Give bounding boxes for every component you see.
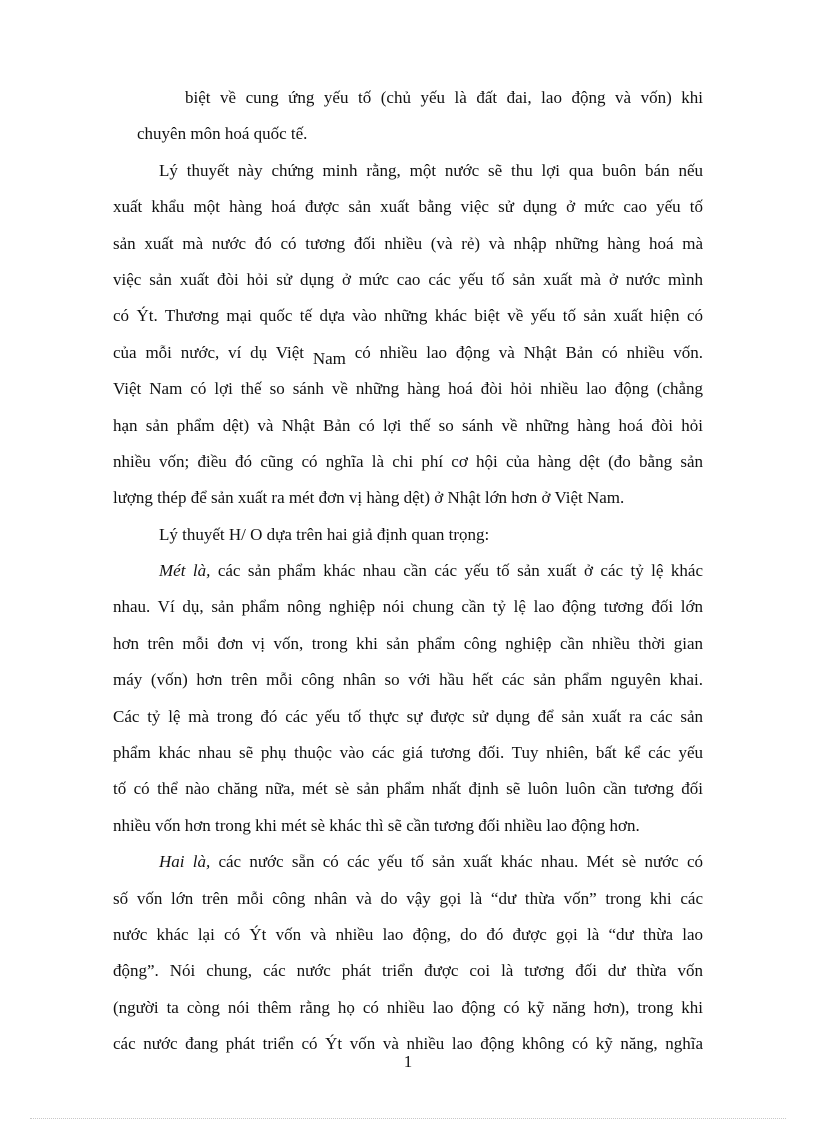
paragraph-first-line: Lý thuyết H/ O dựa trên hai giả định quan trọng: — [159, 524, 490, 544]
italic-lead: Hai là, — [159, 852, 211, 872]
text-segment: các sản phẩm khác nhau cần các yếu tố sản xuất ở các tỷ lệ khác — [217, 561, 704, 581]
text-line: việc sản xuất đòi hỏi sử dụng ở mức cao các yếu tố sản xuất mà ở nước mình — [113, 269, 703, 289]
text-line: (người ta còng nói thêm rằng họ có nhiều lao động có kỹ năng hơn), trong khi — [113, 997, 703, 1017]
italic-lead: Mét là, — [159, 561, 211, 581]
text-segment: có nhiều lao động và Nhật Bản có nhiều vốn. — [354, 342, 704, 362]
text-line: Việt Nam có lợi thế so sánh về những hàng hoá đòi hỏi nhiều lao động (chẳng — [113, 379, 703, 399]
paragraph-first-line — [113, 553, 703, 589]
paragraph-first-line — [113, 844, 703, 880]
paragraph-first-line: Lý thuyết này chứng minh rằng, một nước sẽ thu lợi qua buôn bán nếu — [159, 160, 703, 180]
text-line: hạn sản phẩm dệt) và Nhật Bản có lợi thế so sánh về những hàng hoá đòi hỏi — [113, 415, 703, 435]
text-line: nhau. Ví dụ, sản phẩm nông nghiệp nói chung cần tỷ lệ lao động tương đối lớn — [113, 597, 703, 617]
text-line: nhiều vốn hơn trong khi mét sè khác thì sẽ cần tương đối nhiều lao động hơn. — [113, 815, 640, 835]
text-line: nhiều vốn; điều đó cũng có nghĩa là chi phí cơ hội của hàng dệt (đo bằng sản — [113, 451, 703, 471]
text-segment: của mỗi nước, ví dụ Việt — [113, 342, 304, 362]
text-line: Các tỷ lệ mà trong đó các yếu tố thực sự được sử dụng để sản xuất ra các sản — [113, 706, 703, 726]
text-line: xuất khẩu một hàng hoá được sản xuất bằng việc sử dụng ở mức cao yếu tố — [113, 197, 703, 217]
text-line: số vốn lớn trên mỗi công nhân và do vậy gọi là “dư thừa vốn” trong khi các — [113, 888, 703, 908]
page-number: 1 — [403, 1052, 413, 1071]
text-line: có Ýt. Thương mại quốc tế dựa vào những khác biệt về yếu tố sản xuất hiện có — [113, 306, 703, 326]
body-text — [113, 80, 703, 1063]
text-line: tố có thể nào chăng nữa, mét sè sản phẩm nhất định sẽ luôn luôn cần tương đối — [113, 779, 703, 799]
text-line: động”. Nói chung, các nước phát triển được coi là tương đối dư thừa vốn — [113, 961, 703, 981]
text-line: hơn trên mỗi đơn vị vốn, trong khi sản phẩm công nghiệp cần nhiều thời gian — [113, 633, 703, 653]
text-line: biệt về cung ứng yếu tố (chủ yếu là đất đai, lao động và vốn) khi — [185, 88, 703, 107]
text-line: các nước đang phát triển có Ýt vốn và nhiều lao động không có kỹ năng, nghĩa — [113, 1034, 703, 1054]
text-line: phẩm khác nhau sẽ phụ thuộc vào các giá tương đối. Tuy nhiên, bất kể các yếu — [113, 743, 703, 763]
text-line — [113, 335, 703, 371]
text-line: chuyên môn hoá quốc tế. — [137, 124, 308, 144]
text-line: máy (vốn) hơn trên mỗi công nhân so với hầu hết các sản phẩm nguyên khai. — [113, 670, 703, 690]
text-segment: các nước sẵn có các yếu tố sản xuất khác nhau. Mét sè nước có — [218, 852, 703, 872]
text-segment-nam: Nam — [312, 348, 346, 368]
text-line: lượng thép để sản xuất ra mét đơn vị hàng dệt) ở Nhật lớn hơn ở Việt Nam. — [113, 488, 625, 508]
page-bottom-border — [30, 1118, 786, 1119]
text-line: nước khác lại có Ýt vốn và nhiều lao động, do đó được gọi là “dư thừa lao — [113, 924, 703, 944]
text-line: sản xuất mà nước đó có tương đối nhiều (và rẻ) và nhập những hàng hoá mà — [113, 233, 703, 253]
